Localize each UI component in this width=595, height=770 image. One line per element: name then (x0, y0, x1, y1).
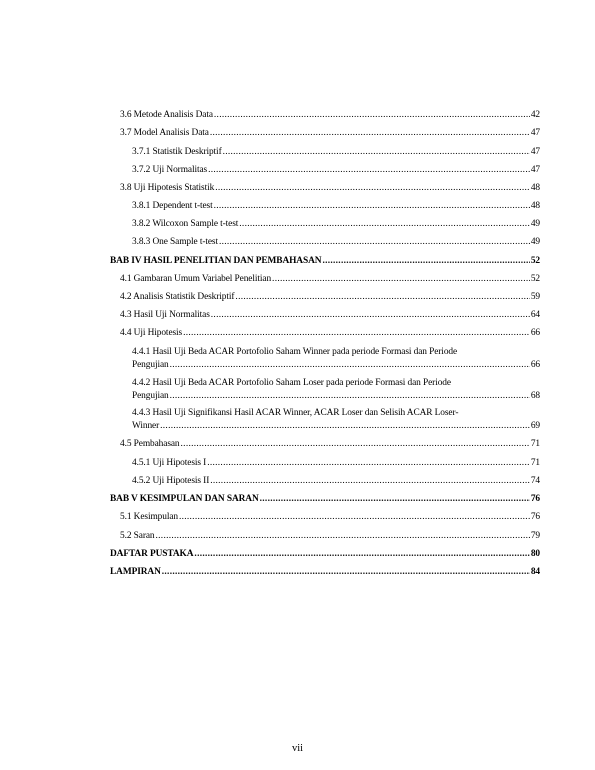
toc-entry-page: 66 (530, 328, 540, 338)
toc-entry-title: 4.4 Uji Hipotesis (120, 328, 183, 338)
toc-entry-title-continued: Winner (132, 421, 160, 431)
toc-entry (132, 146, 540, 159)
toc-entry (120, 291, 540, 304)
toc-entry (132, 200, 540, 213)
toc-entry-title: 3.8.2 Wilcoxon Sample t-test (132, 219, 239, 229)
toc-entry-title: 3.8 Uji Hipotesis Statistik (120, 183, 215, 193)
toc-entry-title: 4.4.3 Hasil Uji Signifikansi Hasil ACAR Winner, ACAR Loser dan Selisih ACAR Loser- (132, 408, 459, 418)
toc-leader-dots (170, 359, 530, 372)
toc-chapter-entry (110, 566, 540, 579)
toc-entry-page: 52 (530, 274, 540, 284)
toc-entry (120, 109, 540, 122)
toc-entry-title: 4.5 Pembahasan (120, 439, 180, 449)
toc-entry (132, 407, 540, 433)
toc-leader-dots (214, 109, 530, 122)
toc-entry-page: 84 (530, 567, 540, 577)
toc-entry-title: 4.3 Hasil Uji Normalitas (120, 310, 210, 320)
toc-entry (120, 127, 540, 140)
toc-entry-page: 74 (530, 476, 540, 486)
toc-entry-title: 4.5.1 Uji Hipotesis I (132, 458, 207, 468)
toc-entry-title: 4.4.2 Hasil Uji Beda ACAR Portofolio Saham Loser pada periode Formasi dan Periode (132, 378, 451, 388)
toc-entry (132, 218, 540, 231)
toc-entry-page: 48 (530, 201, 540, 211)
toc-entry-page: 76 (530, 512, 540, 522)
toc-leader-dots (170, 390, 530, 403)
toc-entry-page: 49 (530, 219, 540, 229)
toc-entry-page: 47 (530, 147, 540, 157)
toc-leader-dots (239, 218, 530, 231)
toc-leader-dots (207, 457, 530, 470)
toc-entry-page: 76 (530, 494, 540, 504)
toc-entry (132, 377, 540, 403)
toc-entry-title: 3.6 Metode Analisis Data (120, 110, 213, 120)
toc-leader-dots (181, 438, 530, 451)
toc-entry-title-continued: Pengujian (132, 391, 169, 401)
toc-entry-title: 3.7 Model Analisis Data (120, 128, 209, 138)
toc-leader-dots (160, 420, 530, 433)
toc-leader-dots (260, 493, 530, 506)
toc-entry-title: 3.7.2 Uji Normalitas (132, 165, 208, 175)
toc-entry-title: DAFTAR PUSTAKA (110, 549, 194, 559)
toc-leader-dots (183, 327, 530, 340)
toc-entry-title: BAB IV HASIL PENELITIAN DAN PEMBAHASAN (110, 256, 322, 266)
toc-entry-page: 48 (530, 183, 540, 193)
toc-entry (120, 327, 540, 340)
toc-entry-title: 4.2 Analisis Statistik Deskriptif (120, 292, 235, 302)
toc-entry-title: 5.2 Saran (120, 531, 155, 541)
toc-entry-title: 4.4.1 Hasil Uji Beda ACAR Portofolio Saham Winner pada periode Formasi dan Periode (132, 347, 458, 357)
toc-entry-page: 68 (530, 391, 540, 401)
toc-leader-dots (235, 291, 529, 304)
toc-leader-dots (208, 164, 530, 177)
toc-leader-dots (219, 236, 530, 249)
toc-entry (120, 182, 540, 195)
toc-entry-page: 64 (530, 310, 540, 320)
toc-leader-dots (210, 475, 530, 488)
toc-entry-title: BAB V KESIMPULAN DAN SARAN (110, 494, 259, 504)
toc-entry (120, 438, 540, 451)
toc-entry-title: 3.8.3 One Sample t-test (132, 237, 218, 247)
toc-entry-page: 71 (530, 439, 540, 449)
toc-entry-page: 80 (530, 549, 540, 559)
toc-entry-title: 5.1 Kesimpulan (120, 512, 178, 522)
toc-entry-page: 49 (530, 237, 540, 247)
toc-chapter-entry (110, 255, 540, 268)
toc-leader-dots (162, 566, 530, 579)
toc-leader-dots (210, 127, 530, 140)
toc-entry (132, 475, 540, 488)
toc-chapter-entry (110, 493, 540, 506)
toc-entry-page: 66 (530, 360, 540, 370)
toc-leader-dots (194, 548, 529, 561)
toc-leader-dots (214, 200, 530, 213)
toc-leader-dots (272, 273, 530, 286)
toc-entry-page: 52 (530, 256, 540, 266)
toc-chapter-entry (110, 548, 540, 561)
toc-entry (120, 273, 540, 286)
toc-entry-page: 69 (530, 421, 540, 431)
toc-entry (132, 236, 540, 249)
toc-entry (120, 309, 540, 322)
toc-entry-title-continued: Pengujian (132, 360, 169, 370)
toc-leader-dots (211, 309, 530, 322)
toc-entry-page: 71 (530, 458, 540, 468)
toc-entry-title: 3.8.1 Dependent t-test (132, 201, 213, 211)
toc-leader-dots (223, 146, 530, 159)
toc-entry (132, 164, 540, 177)
toc-entry-page: 47 (530, 165, 540, 175)
toc-entry-page: 79 (530, 531, 540, 541)
toc-leader-dots (179, 511, 530, 524)
toc-entry (132, 457, 540, 470)
toc-entry-page: 42 (530, 110, 540, 120)
toc-leader-dots (215, 182, 530, 195)
toc-entry-title: 4.5.2 Uji Hipotesis II (132, 476, 210, 486)
toc-entry-page: 59 (530, 292, 540, 302)
page-number: vii (291, 743, 304, 754)
toc-entry-title: LAMPIRAN (110, 567, 161, 577)
toc-entry-page: 47 (530, 128, 540, 138)
toc-entry-title: 3.7.1 Statistik Deskriptif (132, 147, 222, 157)
toc-entry (120, 530, 540, 543)
toc-leader-dots (322, 255, 529, 268)
toc-entry (132, 346, 540, 372)
toc-entry-title: 4.1 Gambaran Umum Variabel Penelitian (120, 274, 272, 284)
toc-entry (120, 511, 540, 524)
toc-leader-dots (156, 530, 530, 543)
